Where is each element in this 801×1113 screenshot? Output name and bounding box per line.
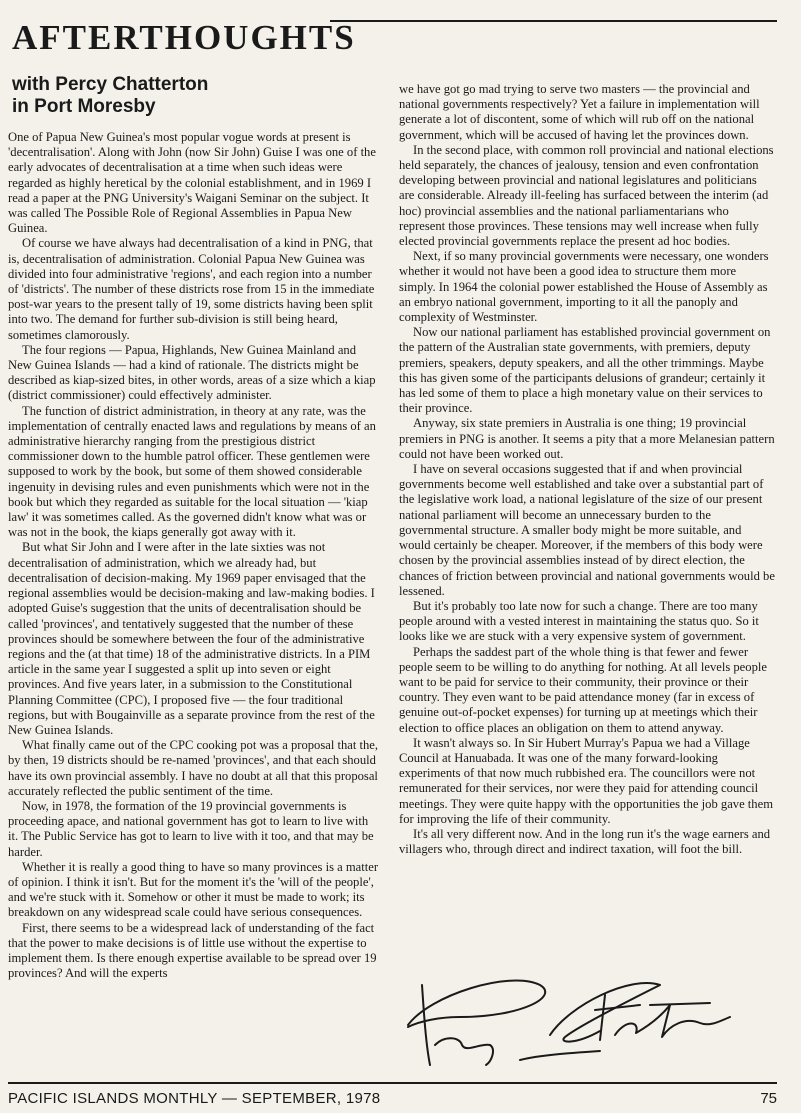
page-title: AFTERTHOUGHTS — [12, 18, 356, 57]
paragraph: In the second place, with common roll provincial and national elections held separately, the chances of jealousy, tension and even confrontation developing between provincial and national legislatures and politicians are considerable. Already ill-feeling has surfaced between the interim (ad hoc) provincial assemblies and the national parliamentarians who represent those provinces. These tensions may well increase when fully elected provincial governments replace the present ad hoc bodies. — [399, 142, 774, 249]
article-column-right — [399, 82, 775, 857]
paragraph: Anyway, six state premiers in Australia is one thing; 19 provincial premiers in PNG is another. It seems a pity that a more Melanesian pattern could not have been worked out. — [399, 416, 775, 461]
paragraph: But it's probably too late now for such a change. There are too many people around with a vested interest in maintaining the status quo. So it looks like we are stuck with a very expensive system of government. — [399, 598, 759, 644]
publication-footer: PACIFIC ISLANDS MONTHLY — SEPTEMBER, 1978 — [8, 1090, 381, 1107]
byline-location: in Port Moresby — [12, 96, 156, 117]
signature-image — [400, 965, 780, 1075]
paragraph: One of Papua New Guinea's most popular vogue words at present is 'decentralisation'. Along with John (now Sir John) Guise I was one of the early advocates of decentralisation at a time when such ideas were regarded as highly heretical by the colonial establishment, and in 1969 I read a paper at the PNG University's Waigani Seminar on the subject. It was called The Possible Role of Regional Assemblies in Papua New Guinea. — [8, 130, 376, 236]
paragraph: Whether it is really a good thing to have so many provinces is a matter of opinion. I think it isn't. But for the moment it's the 'will of the people', and we're stuck with it. Somehow or other it must be made to work; its breakdown on any widespread scale could have serious consequences. — [8, 859, 379, 920]
byline-author: with Percy Chatterton — [12, 74, 209, 95]
paragraph: It's all very different now. And in the long run it's the wage earners and villagers who, through direct and indirect taxation, will foot the bill. — [399, 826, 771, 857]
paragraph: But what Sir John and I were after in the late sixties was not decentralisation of administration, which we already had, but decentralisation of decision-making. My 1969 paper envisaged that the regional assemblies would be decision-making and law-making bodies. I adopted Guise's suggestion that the units of decentralisation should be called 'provinces', and tentatively suggested that the number of these provinces should be somewhere between the four of the administrative regions and the (at that time) 18 of the administrative districts. In a PIM article in the same year I suggested a split up into seven or eight provinces. And five years later, in a submission to the Constitutional Planning Committee (CPC), I proposed five — the four traditional regions, but with Bougainville as a separate province from the rest of the New Guinea Islands. — [8, 540, 375, 737]
article-column-left — [8, 130, 379, 981]
paragraph: Of course we have always had decentralisation of a kind in PNG, that is, decentralisation of administration. Colonial Papua New Guinea was divided into four administrative 'regions', and each region into a number of 'districts'. The number of these districts rose from 15 in the immediate post-war years to the present tally of 19, some districts having been split into two. The demand for further sub-division is still being heard, sometimes clamorously. — [8, 236, 375, 342]
paragraph: Perhaps the saddest part of the whole thing is that fewer and fewer people seem to be willing to do anything for nothing. At all levels people want to be paid for service to their community, their province or their country. They even want to be paid attendance money (far in excess of genuine out-of-pocket expenses) for turning up at meetings which their election to office places an obligation on them to attend anyway. — [399, 644, 767, 735]
footer-rule — [8, 1082, 777, 1084]
paragraph: we have got go mad trying to serve two masters — the provincial and national governments respectively? Yet a failure in implementation will generate a lot of discontent, some of which will rub off on the national government, which will be accused of having let the provinces down. — [399, 82, 760, 142]
paragraph: The four regions — Papua, Highlands, New Guinea Mainland and New Guinea Islands — had a kind of rationale. The districts might be described as kiap-sized bites, in other words, areas of a size which a kiap (district commissioner) could effectively administer. — [8, 342, 376, 403]
paragraph: Now our national parliament has established provincial government on the pattern of the Australian state governments, with premiers, deputy premiers, speakers, deputy speakers, and all the other trimmings. Maybe this has given some of the participants delusions of grandeur; certainly it has led some of them to place a high monetary value on their services to their province. — [399, 325, 771, 416]
paragraph: First, there seems to be a widespread lack of understanding of the fact that the power to make decisions is of little use without the expertise to implement them. Is there enough expertise available to be spread over 19 provinces? And will the experts — [8, 920, 377, 981]
paragraph: What finally came out of the CPC cooking pot was a proposal that the, by then, 19 districts should be re-named 'provinces', and that each should have its own provincial assembly. I have no doubt at all that this proposal accurately reflected the public sentiment of the time. — [8, 738, 379, 798]
page-number: 75 — [760, 1090, 777, 1107]
header-rule — [330, 20, 777, 22]
paragraph: The function of district administration, in theory at any rate, was the implementation of centrally enacted laws and regulations by means of an administrative hierarchy ranging from the prestigious district commissioner down to the humble patrol officer. These gentlemen were supposed to work by the book, but some of them showed considerable ingenuity in devising rules and even punishments which were not in the book but which they regarded as suitable for the local situation — 'kiap law' it was sometimes called. As the governed didn't know what was or was not in the book, the kiaps generally got away with it. — [8, 403, 376, 540]
paragraph: It wasn't always so. In Sir Hubert Murray's Papua we had a Village Council at Hanuabada. It was one of the many forward-looking experiments of that now much rubbished era. The councillors were not remunerated for their services, nor were they paid for attending council meetings. They were quite happy with the opportunities the job gave them for improving the life of their community. — [399, 735, 773, 826]
paragraph: Now, in 1978, the formation of the 19 provincial governments is proceeding apace, and national government has got to learn to live with it. The Public Service has got to learn to live with it too, and that may be harder. — [8, 798, 374, 859]
paragraph: I have on several occasions suggested that if and when provincial governments become well established and take over a substantial part of the legislative work load, a national legislature of the size of our present national parliament will become an unnecessary burden to the governmental structure. A smaller body might be more suitable, and would certainly be cheaper. Moreover, if the members of this body were chosen by the provincial assemblies instead of by direct election, the chances of friction between provincial and national governments would be lessened. — [399, 462, 775, 598]
byline — [12, 74, 208, 118]
paragraph: Next, if so many provincial governments were necessary, one wonders whether it would not have been a good idea to structure them more simply. In 1964 the colonial power established the House of Assembly as an embryo national government, importing to it all the panoply and complexity of Westminster. — [399, 249, 769, 325]
